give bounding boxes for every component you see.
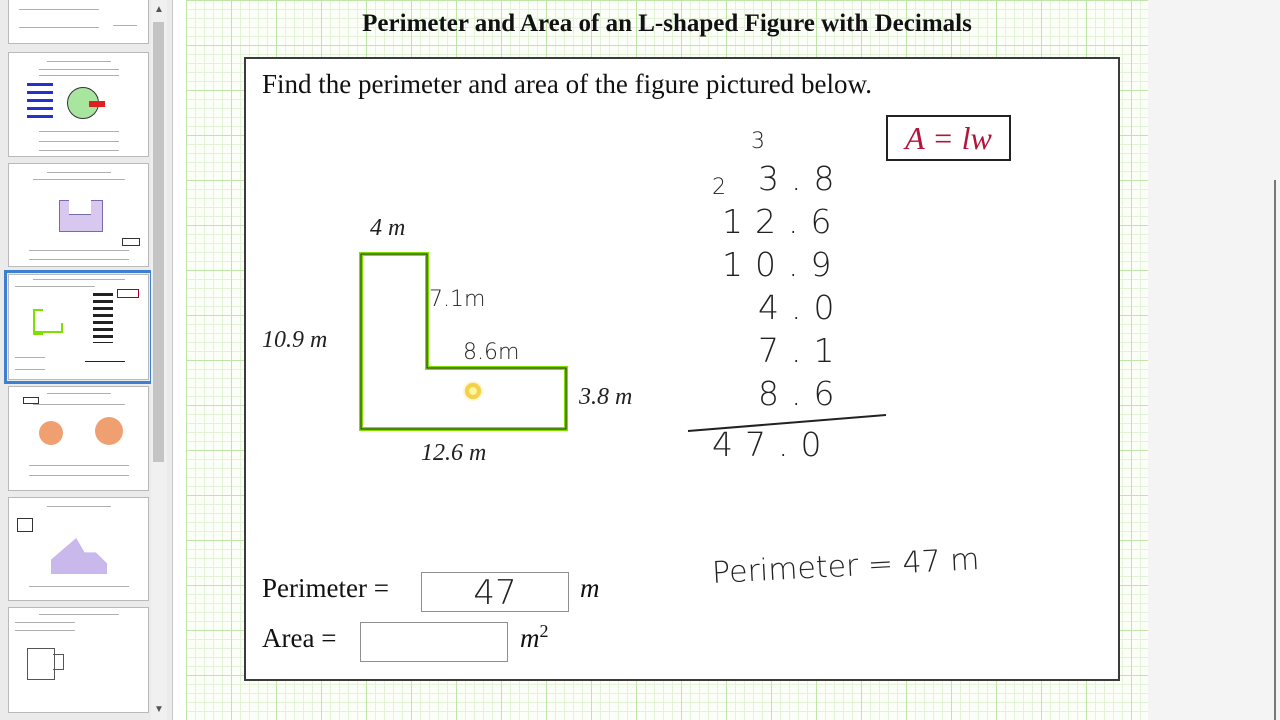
addend-4: 4.0 [758, 288, 847, 327]
area-formula-box: A = lw [886, 115, 1011, 161]
problem-box [244, 57, 1120, 681]
slide-thumbnail-7[interactable] [8, 607, 149, 713]
area-unit-base: m [520, 623, 540, 653]
perimeter-answer-box[interactable] [421, 572, 569, 612]
bottom-side-label: 12.6 m [421, 440, 487, 466]
cursor-icon [463, 381, 483, 401]
scroll-up-arrow-icon[interactable]: ▲ [154, 4, 164, 15]
slide-thumbnail-5[interactable] [8, 386, 149, 491]
instruction-text: Find the perimeter and area of the figure pictured below. [262, 69, 873, 99]
right-edge-marker [1274, 180, 1280, 720]
polygon-graphic [51, 538, 107, 574]
addend-2: 12.6 [722, 202, 844, 241]
circle-graphic [95, 417, 123, 445]
sum-result: 47.0 [712, 425, 834, 464]
addend-1: 3.8 [758, 159, 847, 198]
left-side-label: 10.9 m [262, 327, 328, 353]
area-label: Area = [262, 623, 337, 653]
perimeter-answer-value: 47 [473, 573, 517, 613]
area-unit [520, 621, 549, 654]
slide-title: Perimeter and Area of an L-shaped Figure with Decimals [362, 10, 972, 37]
slide-thumbnail-6[interactable] [8, 497, 149, 601]
slide-thumbnail-panel [0, 0, 173, 720]
slide-thumbnail-4[interactable] [8, 274, 149, 380]
inner-vertical-label: 7.1m [429, 287, 486, 312]
area-answer-box[interactable] [360, 622, 508, 662]
thumbnail-scrollbar[interactable] [151, 0, 167, 720]
handwritten-sum-graphic [93, 293, 113, 343]
scroll-down-arrow-icon[interactable]: ▼ [154, 704, 164, 715]
area-unit-exponent: 2 [539, 621, 549, 641]
carry-digit-top: 3 [751, 129, 765, 154]
carry-digit-left: 2 [712, 175, 726, 200]
perimeter-unit: m [580, 573, 600, 603]
slide-canvas [186, 0, 1148, 720]
addend-6: 8.6 [758, 374, 847, 413]
addend-3: 10.9 [722, 245, 844, 284]
circle-graphic [39, 421, 63, 445]
top-side-label: 4 m [370, 215, 406, 241]
scrollbar-thumb[interactable] [153, 22, 164, 462]
workspace-background [1148, 0, 1280, 720]
right-side-label: 3.8 m [579, 384, 633, 410]
slide-thumbnail-2[interactable] [8, 52, 149, 157]
red-mark-graphic [89, 101, 105, 107]
perimeter-statement: Perimeter = 47 m [711, 542, 981, 591]
slide-thumbnail-1[interactable] [8, 0, 149, 44]
inner-horizontal-label: 8.6m [463, 340, 520, 365]
slide-thumbnail-3[interactable] [8, 163, 149, 267]
perimeter-label: Perimeter = [262, 573, 389, 603]
addend-5: 7.1 [758, 331, 847, 370]
handwriting-graphic [27, 83, 53, 121]
